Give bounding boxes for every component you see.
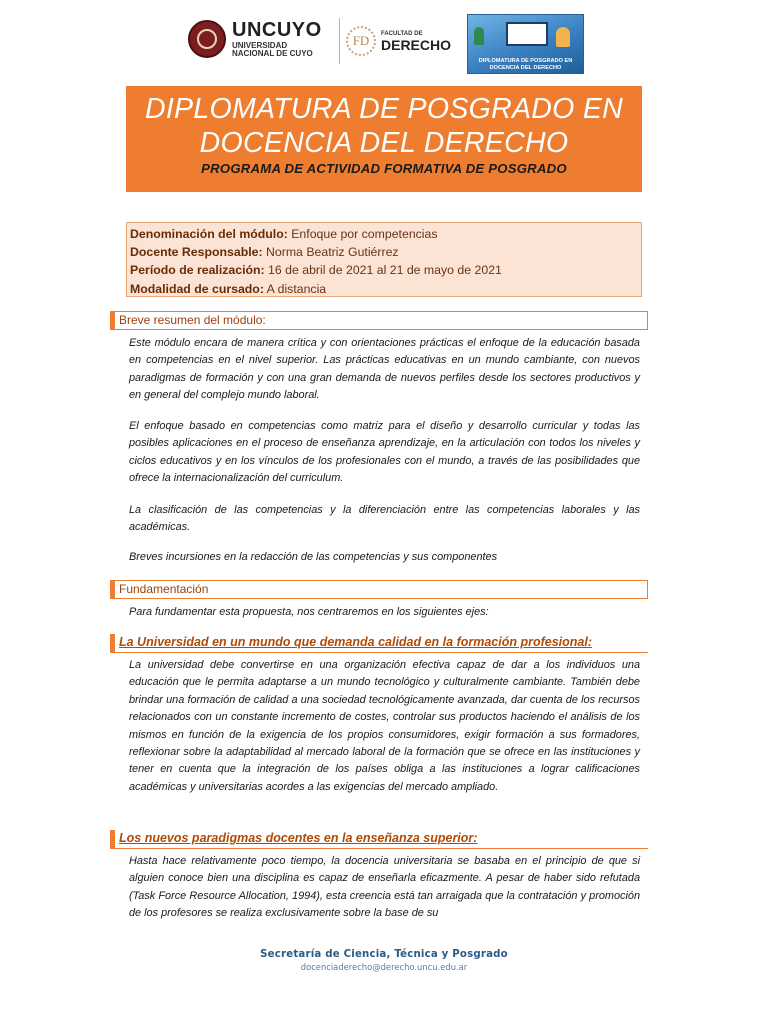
title-line1: DIPLOMATURA DE POSGRADO EN: [144, 93, 624, 125]
section-header-resumen: Breve resumen del módulo:: [110, 311, 648, 330]
footer-title: Secretaría de Ciencia, Técnica y Posgrado: [260, 949, 508, 960]
info-row-docente: [130, 243, 641, 261]
denominacion-value: Enfoque por competencias: [291, 227, 438, 241]
title-line2: DOCENCIA DEL DERECHO: [199, 127, 569, 159]
footer-email: docenciaderecho@derecho.uncu.edu.ar: [300, 962, 468, 972]
subheading-universidad: La Universidad en un mundo que demanda calidad en la formación profesional:: [110, 634, 648, 653]
screen-icon: [506, 22, 548, 46]
logo-divider: [339, 18, 340, 64]
banner-caption-line1: DIPLOMATURA DE POSGRADO EN: [478, 58, 573, 65]
page-subtitle: PROGRAMA DE ACTIVIDAD FORMATIVA DE POSGRADO: [201, 161, 567, 176]
uncuyo-line2: NACIONAL DE CUYO: [232, 49, 313, 59]
faculty-mark-icon: FD: [346, 26, 376, 56]
subheading-paradigmas: Los nuevos paradigmas docentes en la enseñanza superior:: [110, 830, 648, 849]
title-block: [126, 86, 642, 192]
resumen-paragraph-3: La clasificación de las competencias y la diferenciación entre las competencias laborales y las académicas.: [129, 504, 640, 534]
banner-caption-line2: DOCENCIA DEL DERECHO: [489, 64, 562, 71]
diplomatura-banner-image: [467, 14, 584, 74]
info-row-denominacion: [130, 225, 641, 243]
modalidad-value: A distancia: [266, 281, 327, 296]
university-seal-icon: [188, 20, 226, 58]
fundamentacion-intro: Para fundamentar esta propuesta, nos centraremos en los siguientes ejes:: [129, 606, 489, 618]
resumen-paragraph-1: Este módulo encara de manera crítica y con orientaciones prácticas el enfoque de la educación basada en competencias en el nivel superior. Las prácticas educativas en un mundo cambiante, con nuevos paradigmas de formación y con una gran demanda de nuevos perfiles desde los sectores productivos y en general del complejo mundo laboral.: [129, 337, 640, 402]
info-row-modalidad: [130, 280, 641, 298]
denominacion-label: Denominación del módulo:: [130, 227, 288, 241]
resumen-paragraph-2: El enfoque basado en competencias como matriz para el diseño y desarrollo curricular y todas las posibles aplicaciones en el proceso de enseñanza aprendizaje, en la articulación con todos los niveles y ciclos educativos y en los vínculos de los profesionales con el mundo, a través de las posibilidades que ofrece la internacionalización del curriculum.: [129, 420, 640, 485]
faculty-name: DERECHO: [381, 36, 452, 53]
docente-label: Docente Responsable:: [130, 245, 263, 260]
uncuyo-name: UNCUYO: [232, 19, 322, 41]
universidad-paragraph: La universidad debe convertirse en una organización efectiva capaz de dar a los individuos una educación que le permita adaptarse a un mundo tecnológico y culturalmente cambiante. También debe brindar una formación de calidad a una sociedad tecnológicamente avanzada, dar cuenta de los recursos relacionados con un constante incremento de costes, controlar sus productos haciendo el análisis de los mismos en función de la exigencia de los propios consumidores, exigir formación a sus formadores, reflexionar sobre la adaptabilidad al mercado laboral de la formación que se ofrece en las instituciones y tener en cuenta que la integración de los países obliga a las instituciones a lograr calificaciones académicas y universitarias acordes a las exigencias del mercado ampliado.: [129, 659, 640, 793]
paradigmas-paragraph: Hasta hace relativamente poco tiempo, la docencia universitaria se basaba en el principio de que si alguien conoce bien una disciplina es capaz de enseñarla eficazmente. A pesar de haber sido refutada (Task Force Resource Allocation, 1994), esta creencia está tan arraigada que la contratación y promoción de los profesores se realiza exclusivamente sobre la base de su: [129, 855, 640, 920]
modalidad-label: Modalidad de cursado:: [130, 281, 264, 296]
resumen-paragraph-4: Breves incursiones en la redacción de las competencias y sus componentes: [129, 551, 498, 563]
section-header-fundamentacion: Fundamentación: [110, 580, 648, 599]
uncuyo-logo: [188, 20, 322, 59]
banner-caption: [468, 58, 583, 71]
info-row-periodo: [130, 261, 641, 279]
uncuyo-line1: UNIVERSIDAD: [232, 41, 288, 50]
person-icon: [556, 27, 570, 47]
module-info-box: [126, 222, 642, 297]
periodo-label: Período de realización:: [130, 263, 265, 278]
periodo-value: 16 de abril de 2021 al 21 de mayo de 2021: [268, 263, 502, 278]
page-footer: [0, 949, 768, 972]
plant-icon: [474, 27, 484, 45]
page-title: [126, 92, 642, 160]
faculty-small-label: FACULTAD DE: [381, 30, 423, 37]
header-logos: [188, 14, 584, 76]
faculty-logo: [346, 26, 451, 56]
docente-value: Norma Beatriz Gutiérrez: [266, 245, 399, 260]
